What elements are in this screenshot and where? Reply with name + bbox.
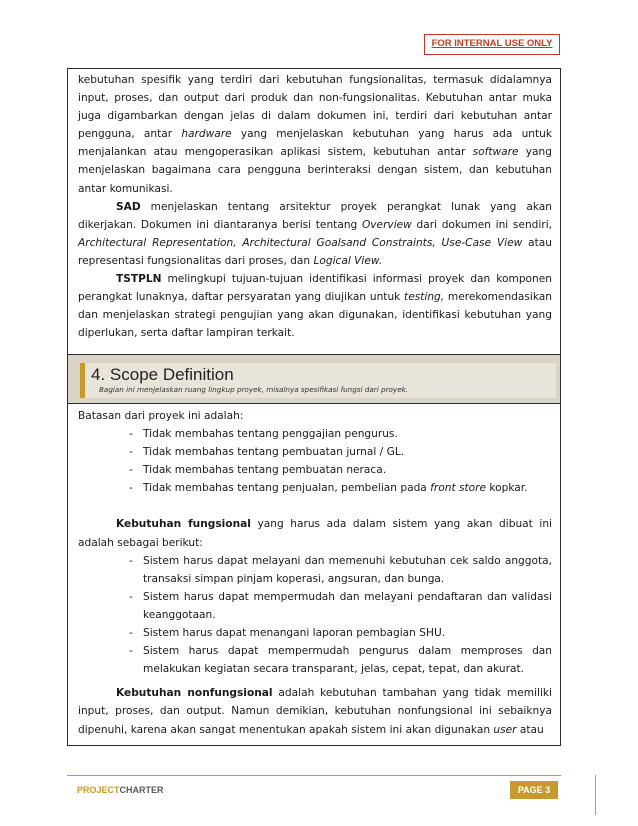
list-item: - Tidak membahas tentang penjualan, pembelian pada front store kopkar. <box>129 479 552 497</box>
section-subtitle: Bagian ini menjelaskan ruang lingkup proyek, misalnya spesifikasi fungsi dari proyek. <box>99 385 409 394</box>
page-footer <box>67 781 561 799</box>
footer-vertical-rule <box>595 775 596 815</box>
document-body-top <box>67 68 561 355</box>
list-item: - Sistem harus dapat mempermudah pengurus dalam memproses dan melakukan kegiatan secara transparant, jelas, cepat, tepat, dan akurat. <box>129 642 552 678</box>
section-header <box>67 355 561 404</box>
list-item: - Sistem harus dapat mempermudah dan melayani pendaftaran dan validasi keanggotaan. <box>129 588 552 624</box>
paragraph-sad: SAD menjelaskan tentang arsitektur proyek perangkat lunak yang akan dikerjakan. Dokumen ini diantaranya berisi tentang Overview dari dokumen ini sendiri, Architectural Representation, Architectural Goalsand Constraints, Use-Case View atau representasi fungsionalitas dari proses, dan Logical View. <box>78 200 553 267</box>
list-item: - Tidak membahas tentang penggajian pengurus. <box>129 425 552 443</box>
paragraph-tstpln: TSTPLN melingkupi tujuan-tujuan identifikasi informasi proyek dan komponen perangkat lunaknya, daftar persyaratan yang diujikan untuk testing, merekomendasikan dan menjelaskan strategi pengujian yang akan digunakan, identifikasi kebutuhan yang diperlukan, serta daftar lampiran terkait. <box>78 273 552 340</box>
list-item: - Tidak membahas tentang pembuatan jurnal / GL. <box>129 443 552 461</box>
internal-use-badge: FOR INTERNAL USE ONLY <box>424 34 560 55</box>
section-header-panel <box>80 363 556 398</box>
document-body-scope <box>67 404 561 746</box>
paragraph-nonfunctional: Kebutuhan nonfungsional adalah kebutuhan tambahan yang tidak memiliki input, proses, dan output. Namun demikian, kebutuhan nonfungsional ini sebaiknya dipenuhi, karena akan sangat menentukan apakah sistem ini akan digunakan user atau <box>78 687 552 736</box>
scope-list <box>129 425 552 497</box>
footer-divider <box>67 775 561 776</box>
paragraph-requirements: kebutuhan spesifik yang terdiri dari kebutuhan fungsionalitas, termasuk didalamnya input, proses, dan output dari produk dan non-fungsionalitas. Kebutuhan antar muka juga digambarkan dengan jelas di dalam dokumen ini, terdiri dari kebutuhan antar pengguna, antar hardware yang menjelaskan kebutuhan yang harus ada untuk menjalankan atau mengoperasikan aplikasi sistem, kebutuhan antar software yang menjelaskan bagaimana cara pengguna berinteraksi dengan sistem, dan kebutuhan antar komunikasi. <box>78 74 553 195</box>
scope-intro: Batasan dari proyek ini adalah: <box>78 410 244 422</box>
footer-project-label: PROJECTCHARTER <box>77 785 164 795</box>
page-number: PAGE 3 <box>510 781 558 799</box>
section-title: 4. Scope Definition <box>91 365 234 384</box>
paragraph-functional: Kebutuhan fungsional yang harus ada dalam sistem yang akan dibuat ini adalah sebagai berikut: <box>78 518 552 549</box>
functional-list <box>129 552 552 679</box>
list-item: - Tidak membahas tentang pembuatan neraca. <box>129 461 552 479</box>
list-item: - Sistem harus dapat menangani laporan pembagian SHU. <box>129 624 552 642</box>
list-item: - Sistem harus dapat melayani dan memenuhi kebutuhan cek saldo anggota, transaksi simpan pinjam koperasi, angsuran, dan bunga. <box>129 552 552 588</box>
